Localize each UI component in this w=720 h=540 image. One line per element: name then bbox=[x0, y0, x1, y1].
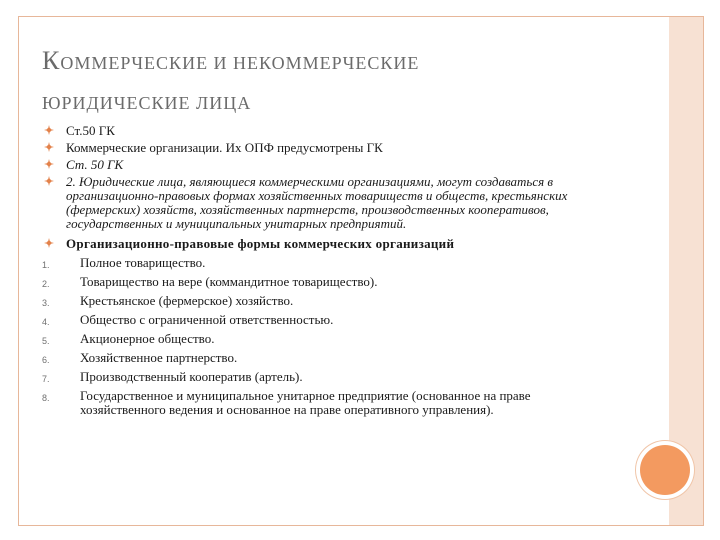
list-text: Товарищество на вере (коммандитное товарищество). bbox=[80, 274, 378, 289]
list-number: 1. bbox=[42, 260, 50, 270]
title-line-1 bbox=[42, 42, 602, 84]
list-text: Полное товарищество. bbox=[80, 255, 206, 270]
list-number: 6. bbox=[42, 355, 50, 365]
list-item bbox=[42, 332, 598, 346]
bullet-text: 2. Юридические лица, являющиеся коммерческими организациями, могут создаваться в организационно-правовых формах хозяйственных товариществ и обществ, крестьянских (фермерских) хозяйств, хозяйственных партнерств, производственных кооперативов, государственных и муниципальных унитарных предприятий. bbox=[66, 174, 568, 231]
bullet-item bbox=[42, 175, 598, 231]
title-line-2: ЮРИДИЧЕСКИЕ ЛИЦА bbox=[42, 93, 252, 113]
list-item bbox=[42, 275, 598, 289]
bullet-icon bbox=[44, 176, 54, 186]
list-item bbox=[42, 256, 598, 270]
decor-circle bbox=[640, 445, 690, 495]
list-number: 7. bbox=[42, 374, 50, 384]
bullet-text: Ст. 50 ГК bbox=[66, 157, 124, 172]
bullet-icon bbox=[44, 142, 54, 152]
list-number: 2. bbox=[42, 279, 50, 289]
bullet-item bbox=[42, 237, 598, 251]
list-number: 8. bbox=[42, 393, 50, 403]
list-item bbox=[42, 351, 598, 365]
list-number: 4. bbox=[42, 317, 50, 327]
list-item bbox=[42, 313, 598, 327]
list-number: 5. bbox=[42, 336, 50, 346]
bullet-text: Коммерческие организации. Их ОПФ предусмотрены ГК bbox=[66, 140, 383, 155]
bullet-item bbox=[42, 158, 598, 172]
title-cap: К bbox=[42, 46, 61, 75]
bullet-icon bbox=[44, 159, 54, 169]
list-text: Государственное и муниципальное унитарное предприятие (основанное на праве хозяйственного ведения и основанное на праве оперативного управления). bbox=[80, 388, 531, 417]
bullet-text: Организационно-правовые формы коммерческих организаций bbox=[66, 236, 455, 251]
list-item bbox=[42, 294, 598, 308]
bullet-icon bbox=[44, 125, 54, 135]
bullet-icon bbox=[44, 238, 54, 248]
slide-title bbox=[42, 42, 602, 122]
list-item bbox=[42, 370, 598, 384]
list-number: 3. bbox=[42, 298, 50, 308]
title-line-1-text: ОММЕРЧЕСКИЕ И НЕКОММЕРЧЕСКИЕ bbox=[60, 53, 420, 73]
list-text: Общество с ограниченной ответственностью. bbox=[80, 312, 334, 327]
list-text: Акционерное общество. bbox=[80, 331, 215, 346]
list-item bbox=[42, 389, 598, 417]
list-text: Крестьянское (фермерское) хозяйство. bbox=[80, 293, 294, 308]
bullet-text: Ст.50 ГК bbox=[66, 123, 115, 138]
bullet-item bbox=[42, 141, 598, 155]
list-text: Производственный кооператив (артель). bbox=[80, 369, 303, 384]
slide-content bbox=[42, 124, 598, 422]
list-text: Хозяйственное партнерство. bbox=[80, 350, 238, 365]
bullet-item bbox=[42, 124, 598, 138]
